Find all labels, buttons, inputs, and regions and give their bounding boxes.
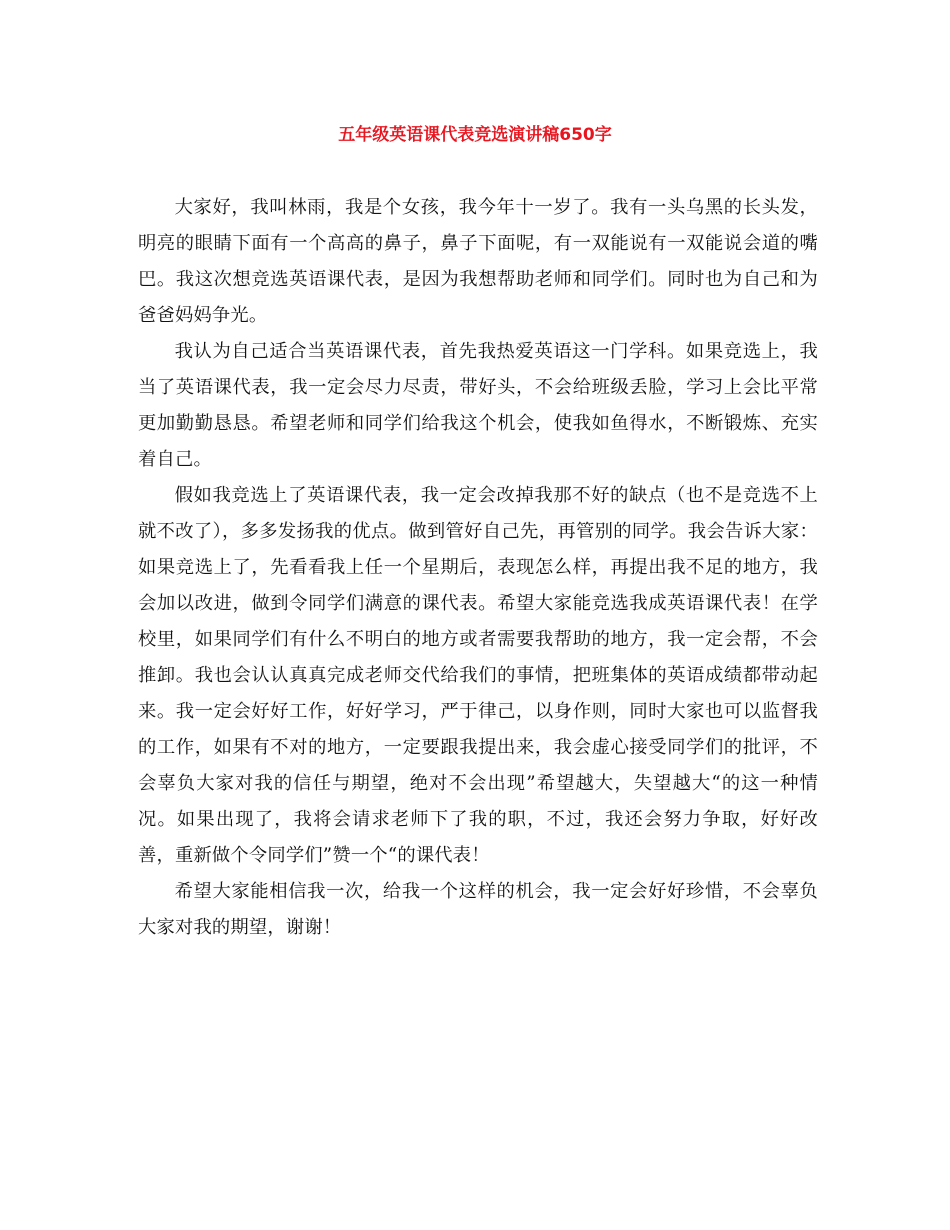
paragraph-1: 大家好，我叫林雨，我是个女孩，我今年十一岁了。我有一头乌黑的长头发，明亮的眼睛下面有一个高高的鼻子，鼻子下面呢，有一双能说有一双能说会道的嘴巴。我这次想竞选英语课代表，是因为我想帮助老师和同学们。同时也为自己和为爸爸妈妈争光。 — [138, 197, 818, 326]
paragraph-2: 我认为自己适合当英语课代表，首先我热爱英语这一门学科。如果竞选上，我当了英语课代表，我一定会尽力尽责，带好头，不会给班级丢脸，学习上会比平常更加勤勤恳恳。希望老师和同学们给我这个机会，使我如鱼得水，不断锻炼、充实着自己。 — [138, 341, 818, 470]
document-body — [138, 190, 818, 946]
paragraph-4: 希望大家能相信我一次，给我一个这样的机会，我一定会好好珍惜，不会辜负大家对我的期望，谢谢！ — [138, 881, 818, 938]
paragraph-3: 假如我竞选上了英语课代表，我一定会改掉我那不好的缺点（也不是竞选不上就不改了），多多发扬我的优点。做到管好自己先，再管别的同学。我会告诉大家：如果竞选上了，先看看我上任一个星期后，表现怎么样，再提出我不足的地方，我会加以改进，做到令同学们满意的课代表。希望大家能竞选我成英语课代表！在学校里，如果同学们有什么不明白的地方或者需要我帮助的地方，我一定会帮，不会推卸。我也会认认真真完成老师交代给我们的事情，把班集体的英语成绩都带动起来。我一定会好好工作，好好学习，严于律己，以身作则，同时大家也可以监督我的工作，如果有不对的地方，一定要跟我提出来，我会虚心接受同学们的批评，不会辜负大家对我的信任与期望，绝对不会出现”希望越大，失望越大“的这一种情况。如果出现了，我将会请求老师下了我的职，不过，我还会努力争取，好好改善，重新做个令同学们”赞一个“的课代表！ — [138, 485, 818, 866]
document-title: 五年级英语课代表竞选演讲稿650字 — [338, 125, 612, 145]
